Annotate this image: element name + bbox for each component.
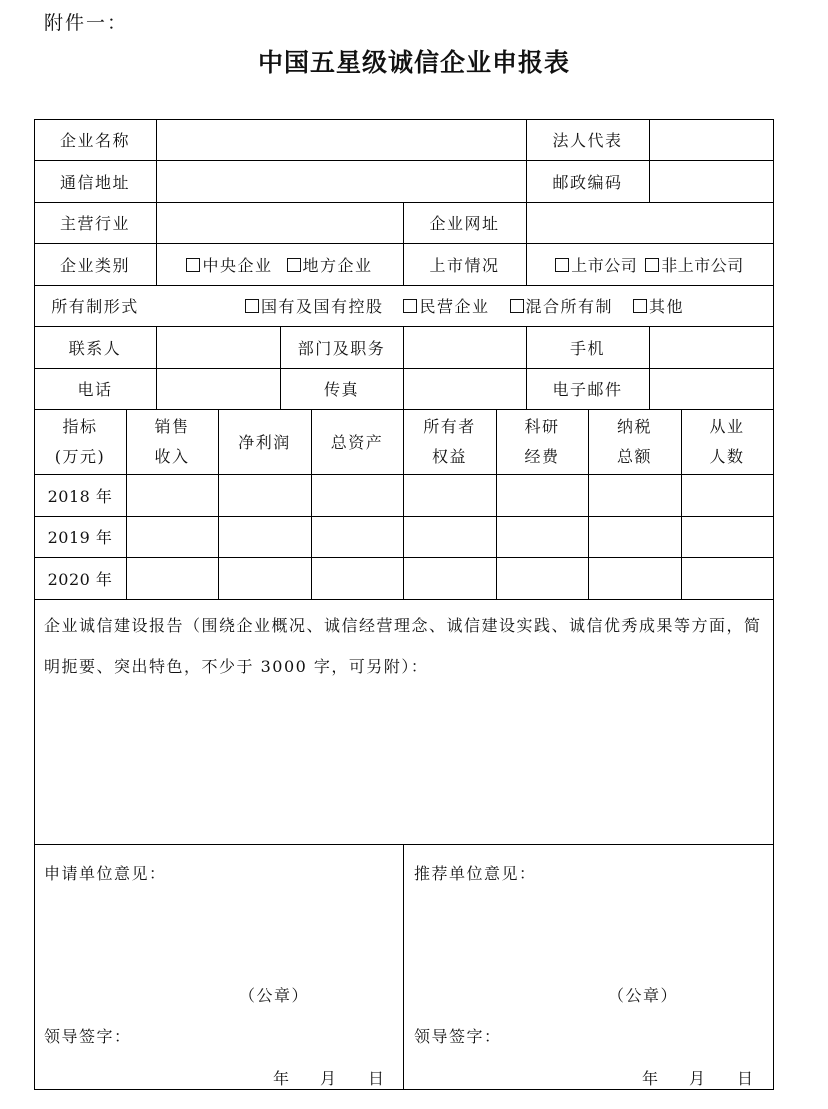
label-legal-rep: 法人代表 [552, 131, 623, 150]
label-category: 企业类别 [59, 255, 130, 275]
label-address: 通信地址 [59, 172, 130, 192]
option-label: 其他 [649, 297, 685, 316]
col-line [156, 326, 157, 409]
checkbox-icon [555, 258, 569, 272]
header-line: 经费 [524, 446, 560, 466]
indicator-header [34, 409, 126, 474]
date-month: 月 [320, 1069, 338, 1088]
label-contact: 联系人 [68, 338, 122, 358]
label-email: 电子邮件 [552, 380, 623, 399]
checkbox-option[interactable] [510, 294, 614, 317]
option-label: 中央企业 [202, 255, 273, 275]
date-year: 年 [642, 1069, 660, 1088]
report-instructions: 企业诚信建设报告（围绕企业概况、诚信经营理念、诚信建设实践、诚信优秀成果等方面，简明扼要、突出特色，不少于 3000 字，可另附）： [44, 616, 762, 676]
checkbox-option[interactable] [645, 253, 744, 276]
checkbox-icon [186, 258, 200, 272]
indicator-header [126, 409, 218, 474]
indicator-header [403, 409, 496, 474]
label-postal-code: 邮政编码 [552, 172, 623, 192]
col-line [403, 326, 404, 409]
date-month: 月 [689, 1069, 707, 1088]
indicator-header [588, 409, 681, 474]
year-label: 2020 年 [47, 569, 113, 589]
checkbox-icon [287, 258, 301, 272]
indicator-header [496, 409, 588, 474]
leader-sign-label: 领导签字： [414, 1027, 502, 1046]
seal-label: （公章） [608, 986, 679, 1005]
listing-options [526, 243, 773, 285]
option-label: 民营企业 [419, 297, 490, 316]
border-right [773, 119, 774, 1090]
row-line [34, 599, 774, 600]
label-ownership: 所有制形式 [51, 297, 139, 316]
col-line [649, 119, 650, 202]
leader-sign-label: 领导签字： [44, 1027, 132, 1046]
header-line: 人数 [709, 446, 745, 466]
row-line [34, 844, 774, 845]
label-industry: 主营行业 [59, 214, 130, 233]
indicator-header [681, 409, 773, 474]
category-options [156, 243, 403, 285]
row-line [34, 557, 774, 558]
header-line: 销售 [154, 416, 190, 436]
checkbox-icon [245, 299, 259, 313]
border-bottom [34, 1089, 774, 1090]
label-company-name: 企业名称 [59, 131, 130, 150]
checkbox-option[interactable] [245, 294, 384, 317]
page-title: 中国五星级诚信企业申报表 [257, 48, 570, 77]
header-line: 从业 [709, 416, 745, 436]
header-line: 收入 [154, 446, 190, 466]
checkbox-icon [633, 299, 647, 313]
option-label: 上市公司 [571, 255, 638, 275]
col-line [649, 326, 650, 409]
header-line: 科研 [524, 416, 560, 436]
label-mobile: 手机 [569, 338, 605, 358]
header-line: 纳税 [616, 416, 652, 436]
label-listing: 上市情况 [429, 255, 500, 275]
checkbox-icon [645, 258, 659, 272]
col-line [156, 119, 157, 202]
header-line: 权益 [431, 446, 467, 466]
option-label: 非上市公司 [661, 255, 744, 275]
checkbox-option[interactable] [403, 294, 489, 317]
checkbox-option[interactable] [287, 253, 373, 276]
year-label: 2018 年 [47, 486, 113, 506]
recommender-opinion-label: 推荐单位意见： [414, 864, 537, 883]
option-label: 地方企业 [302, 255, 373, 275]
header-line: 净利润 [238, 433, 291, 452]
indicator-header [218, 409, 311, 474]
indicator-header [311, 409, 403, 474]
checkbox-option[interactable] [633, 294, 684, 317]
row-line [34, 474, 774, 475]
label-fax: 传真 [323, 380, 359, 399]
label-website: 企业网址 [429, 214, 500, 233]
applicant-opinion-label: 申请单位意见： [44, 864, 167, 883]
date-year: 年 [273, 1069, 291, 1088]
ownership-options [156, 285, 773, 326]
label-department: 部门及职务 [297, 338, 386, 358]
option-label: 国有及国有控股 [260, 297, 384, 316]
checkbox-icon [510, 299, 524, 313]
header-line: 总资产 [330, 433, 384, 452]
attachment-label: 附件一： [44, 12, 129, 34]
checkbox-icon [403, 299, 417, 313]
year-label: 2019 年 [47, 528, 113, 547]
label-phone: 电话 [77, 380, 113, 399]
option-label: 混合所有制 [525, 297, 614, 316]
col-line [403, 844, 404, 1090]
header-line: 所有者 [423, 416, 476, 436]
header-line: 指标 [62, 416, 98, 436]
header-line: 总额 [616, 446, 652, 466]
application-form [34, 119, 774, 1090]
date-day: 日 [737, 1069, 755, 1088]
date-day: 日 [368, 1069, 386, 1088]
checkbox-option[interactable] [186, 253, 272, 276]
row-line [34, 516, 774, 517]
header-line: (万元) [54, 446, 106, 466]
seal-label: （公章） [239, 986, 310, 1005]
checkbox-option[interactable] [555, 253, 637, 276]
